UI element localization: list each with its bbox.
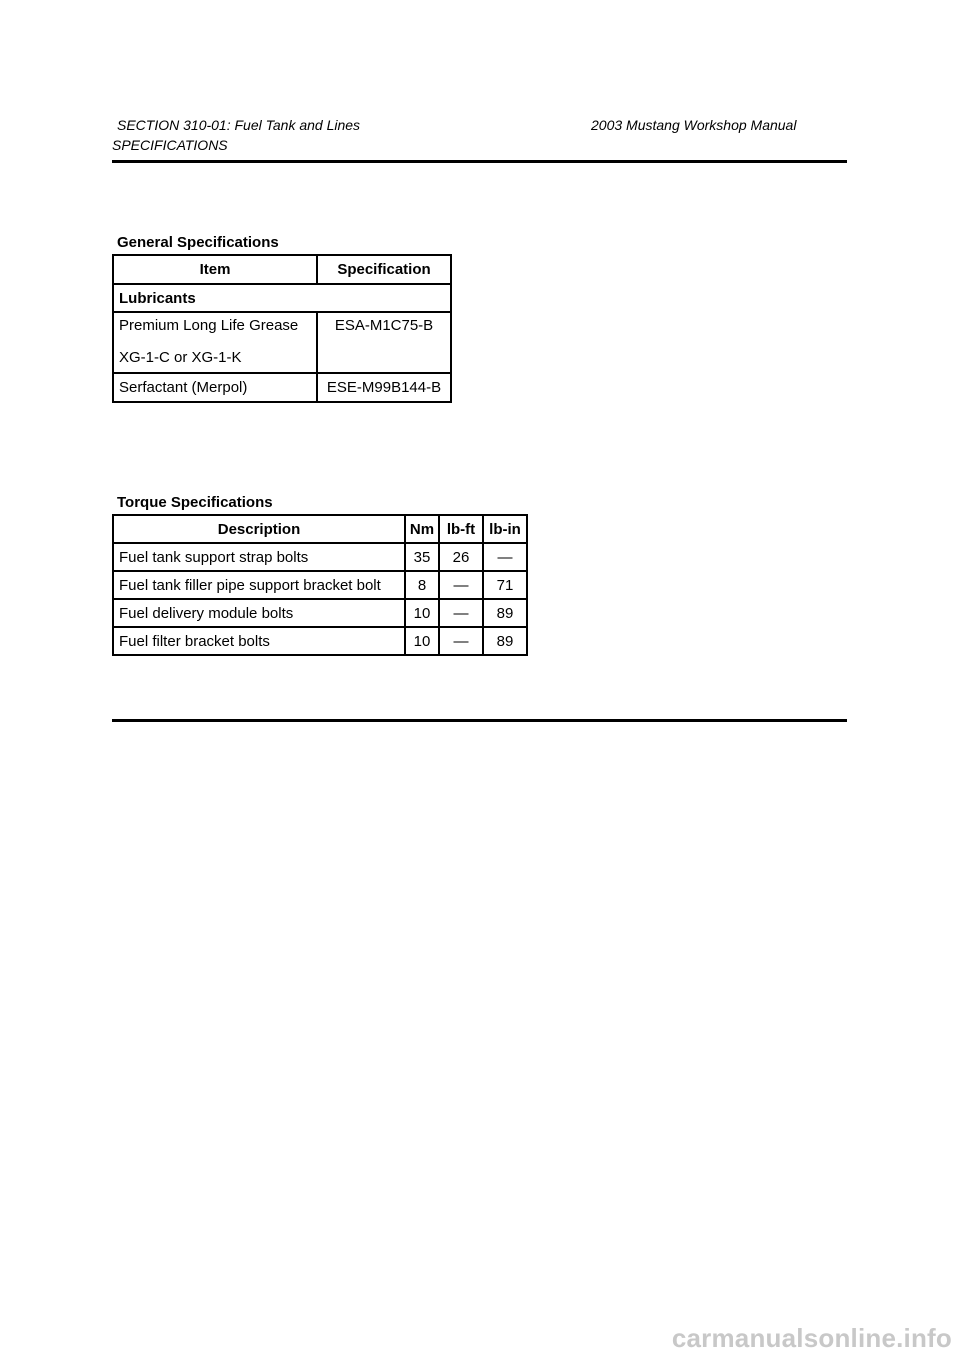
footer-divider	[112, 719, 847, 722]
column-header-specification: Specification	[317, 255, 451, 284]
column-header-item: Item	[113, 255, 317, 284]
torque-specifications-table	[112, 514, 528, 656]
lb-in-cell: 89	[483, 599, 527, 627]
description-cell: Fuel tank filler pipe support bracket bolt	[113, 571, 405, 599]
table-row	[113, 373, 451, 402]
nm-cell: 10	[405, 627, 439, 655]
table-row	[113, 543, 527, 571]
header-divider	[112, 160, 847, 163]
lb-ft-cell: 26	[439, 543, 483, 571]
table-row	[113, 312, 451, 373]
column-header-lb-ft: lb-ft	[439, 515, 483, 543]
nm-cell: 8	[405, 571, 439, 599]
column-header-lb-in: lb-in	[483, 515, 527, 543]
table-header-row	[113, 515, 527, 543]
lb-in-cell: 89	[483, 627, 527, 655]
torque-specifications-title: Torque Specifications	[117, 494, 273, 511]
lb-ft-cell: —	[439, 599, 483, 627]
spec-cell: ESA-M1C75-B	[317, 312, 451, 373]
column-header-nm: Nm	[405, 515, 439, 543]
lb-in-cell: —	[483, 543, 527, 571]
table-row	[113, 571, 527, 599]
lb-in-cell: 71	[483, 571, 527, 599]
column-header-description: Description	[113, 515, 405, 543]
manual-title: 2003 Mustang Workshop Manual	[591, 117, 797, 133]
nm-cell: 35	[405, 543, 439, 571]
description-cell: Fuel tank support strap bolts	[113, 543, 405, 571]
description-cell: Fuel delivery module bolts	[113, 599, 405, 627]
general-specifications-title: General Specifications	[117, 234, 279, 251]
table-row	[113, 599, 527, 627]
watermark: carmanualsonline.info	[671, 1323, 952, 1353]
lb-ft-cell: —	[439, 571, 483, 599]
table-row	[113, 627, 527, 655]
item-cell: Serfactant (Merpol)	[113, 373, 317, 402]
category-label: Lubricants	[113, 284, 451, 312]
item-cell	[113, 312, 317, 373]
subsection-title: SPECIFICATIONS	[112, 137, 228, 153]
description-cell: Fuel filter bracket bolts	[113, 627, 405, 655]
table-header-row	[113, 255, 451, 284]
item-name-line2: XG-1-C or XG-1-K	[119, 349, 242, 366]
general-specifications-table	[112, 254, 452, 403]
nm-cell: 10	[405, 599, 439, 627]
spec-cell: ESE-M99B144-B	[317, 373, 451, 402]
lb-ft-cell: —	[439, 627, 483, 655]
category-row	[113, 284, 451, 312]
section-title: SECTION 310-01: Fuel Tank and Lines	[117, 117, 361, 133]
item-name: Premium Long Life Grease	[119, 317, 299, 334]
